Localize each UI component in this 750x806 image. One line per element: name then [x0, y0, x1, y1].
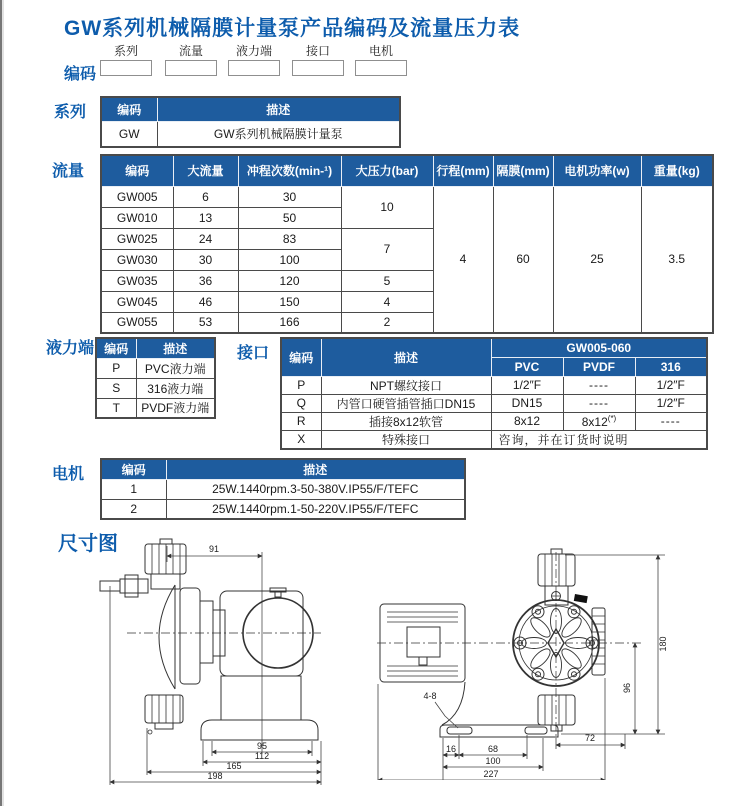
- cell-flow: 6: [173, 186, 238, 207]
- code-box-series: [100, 60, 152, 76]
- cell-desc: 特殊接口: [321, 430, 491, 449]
- series-table: [100, 96, 401, 148]
- col-code-header: 编码: [281, 338, 321, 376]
- dim-96-label: 96: [622, 682, 632, 694]
- flow-table: [100, 154, 714, 334]
- table-row: [96, 358, 215, 378]
- table-header-row: [101, 97, 400, 121]
- pedestal: [221, 676, 301, 720]
- cell-flow: 13: [173, 207, 238, 228]
- cell-code: X: [281, 430, 321, 449]
- cell-flow: 30: [173, 249, 238, 270]
- col-desc-header: 描述: [166, 459, 465, 479]
- cell-pvc: 1/2″F: [491, 376, 563, 394]
- cell-strokes: 166: [238, 312, 341, 333]
- page-left-edge-shade: [2, 0, 4, 806]
- col-maxflow-header: 大流量: [173, 155, 238, 186]
- table-header-row: [96, 338, 215, 358]
- dim-91-label: 91: [208, 544, 220, 554]
- bottom-valve-knob: [538, 695, 575, 725]
- cell-strokes: 30: [238, 186, 341, 207]
- dim-16-label: 16: [445, 744, 457, 754]
- cell-pressure: 5: [341, 270, 433, 291]
- cell-desc: PVDF液力端: [136, 398, 215, 418]
- cell-motor-power: 25: [553, 186, 641, 333]
- cell-strokes: 150: [238, 291, 341, 312]
- cell-316: 1/2″F: [635, 376, 707, 394]
- code-field-label: 电机: [368, 44, 393, 58]
- table-row: [96, 398, 215, 418]
- side-pipe-body: [120, 579, 148, 593]
- cell-strokes: 100: [238, 249, 341, 270]
- cell-flow: 36: [173, 270, 238, 291]
- code-field-label: 系列: [113, 44, 138, 58]
- col-diaphragm-header: 隔膜(mm): [493, 155, 553, 186]
- cell-weight: 3.5: [641, 186, 713, 333]
- cell-code: 2: [101, 499, 166, 519]
- valve-neck: [545, 586, 568, 605]
- motor-table: [100, 458, 466, 520]
- col-motorpower-header: 电机功率(w): [553, 155, 641, 186]
- cell-code: R: [281, 412, 321, 430]
- cell-316: ----: [635, 412, 707, 430]
- code-field-label: 接口: [305, 44, 330, 58]
- head-connector: [200, 601, 213, 663]
- cell-desc: NPT螺纹接口: [321, 376, 491, 394]
- dim-72-label: 72: [584, 733, 596, 743]
- table-row: [281, 430, 707, 449]
- dim-180-label: 180: [658, 636, 668, 652]
- cell-pvdf: ----: [563, 376, 635, 394]
- cell-note: 咨询，并在订货时说明: [491, 430, 707, 449]
- cell-diaphragm: 60: [493, 186, 553, 333]
- cell-strokes: 83: [238, 228, 341, 249]
- cell-pvdf-note: (*): [607, 413, 617, 423]
- code-box-hydraulic-end: [228, 60, 280, 76]
- dim-holes-label: 4-8: [423, 691, 437, 701]
- drain-port: [148, 730, 152, 734]
- dimension-labels: [423, 636, 668, 779]
- cell-strokes: 120: [238, 270, 341, 291]
- pump-side-view-diagram: [75, 538, 325, 790]
- cell-code: GW035: [101, 270, 173, 291]
- col-desc-header: 描述: [157, 97, 400, 121]
- cell-code: GW005: [101, 186, 173, 207]
- code-field-flow: [165, 44, 217, 76]
- series-section-label: 系列: [54, 104, 87, 121]
- interface-table: [280, 337, 708, 450]
- body-shoulder: [442, 682, 465, 725]
- page-title: GW系列机械隔膜计量泵产品编码及流量压力表: [64, 17, 521, 40]
- dim-68-label: 68: [487, 744, 499, 754]
- code-field-label: 液力端: [235, 44, 272, 58]
- cell-code: S: [96, 378, 136, 398]
- table-row: [281, 412, 707, 430]
- col-strokelen-header: 行程(mm): [433, 155, 493, 186]
- terminal-box-stem: [419, 657, 427, 665]
- col-code-header: 编码: [101, 97, 157, 121]
- col-group-header: GW005-060: [491, 338, 707, 357]
- series-desc: GW系列机械隔膜计量泵: [157, 121, 400, 147]
- table-header-row: [101, 155, 713, 186]
- hydraulic-end-table: [95, 337, 216, 419]
- table-row: [101, 121, 400, 147]
- col-desc-header: 描述: [321, 338, 491, 376]
- col-pvdf-header: PVDF: [563, 357, 635, 376]
- cell-desc: 25W.1440rpm.1-50-220V.IP55/F/TEFC: [166, 499, 465, 519]
- code-box-flow: [165, 60, 217, 76]
- cell-code: T: [96, 398, 136, 418]
- dim-95-label: 95: [256, 741, 268, 751]
- code-box-motor: [355, 60, 407, 76]
- code-field-interface: [292, 44, 344, 76]
- cell-pressure: 4: [341, 291, 433, 312]
- cell-code: Q: [281, 394, 321, 412]
- dim-112-label: 112: [254, 751, 270, 761]
- series-code: GW: [101, 121, 157, 147]
- bottom-valve-knob: [145, 695, 183, 723]
- col-code-header: 编码: [101, 155, 173, 186]
- cell-flow: 46: [173, 291, 238, 312]
- dim-198-label: 198: [207, 771, 223, 781]
- cell-pressure: 2: [341, 312, 433, 333]
- cell-desc: 316液力端: [136, 378, 215, 398]
- flow-section-label: 流量: [52, 163, 85, 180]
- stroke-lever: [574, 594, 588, 603]
- cell-pvdf-value: 8x12: [581, 414, 608, 429]
- code-field-series: [100, 44, 152, 76]
- table-row: [96, 378, 215, 398]
- cell-code: P: [96, 358, 136, 378]
- coding-section-label: 编码: [64, 66, 97, 83]
- cell-code: GW055: [101, 312, 173, 333]
- table-row: [101, 499, 465, 519]
- table-header-row: [101, 459, 465, 479]
- cell-pvc: 8x12: [491, 412, 563, 430]
- bottom-valve-cap: [155, 723, 173, 729]
- valve-cap: [160, 539, 172, 544]
- cell-pvdf: [563, 412, 635, 430]
- code-field-motor: [355, 44, 407, 76]
- pump-front-view-diagram: [375, 548, 750, 780]
- col-316-header: 316: [635, 357, 707, 376]
- col-desc-header: 描述: [136, 338, 215, 358]
- cell-316: 1/2″F: [635, 394, 707, 412]
- table-row: [281, 376, 707, 394]
- dim-100-label: 100: [485, 756, 501, 766]
- cell-desc: PVC液力端: [136, 358, 215, 378]
- dimension-section-label: 尺寸图: [58, 533, 118, 555]
- hydraulic-end-section-label: 液力端: [46, 340, 95, 357]
- cell-flow: 24: [173, 228, 238, 249]
- col-strokerate-header: 冲程次数(min-¹): [238, 155, 341, 186]
- code-box-interface: [292, 60, 344, 76]
- dim-227-label: 227: [483, 769, 499, 779]
- col-code-header: 编码: [101, 459, 166, 479]
- base: [201, 720, 318, 740]
- top-valve-knob: [538, 554, 575, 586]
- cell-pvdf: ----: [563, 394, 635, 412]
- cell-desc: 25W.1440rpm.3-50-380V.IP55/F/TEFC: [166, 479, 465, 499]
- col-maxpressure-header: 大压力(bar): [341, 155, 433, 186]
- dim-165-label: 165: [226, 761, 242, 771]
- cell-pressure-group: 10: [341, 186, 433, 228]
- base-slot: [447, 727, 472, 734]
- cell-strokes: 50: [238, 207, 341, 228]
- cell-stroke-len: 4: [433, 186, 493, 333]
- table-row: [101, 186, 713, 207]
- cell-pvc: DN15: [491, 394, 563, 412]
- cell-code: GW010: [101, 207, 173, 228]
- cell-code: P: [281, 376, 321, 394]
- side-pipe-flange: [125, 575, 138, 597]
- motor-section-label: 电机: [52, 466, 85, 483]
- code-field-hydraulic-end: [228, 44, 280, 76]
- cell-pressure-group: 7: [341, 228, 433, 270]
- cell-code: GW045: [101, 291, 173, 312]
- valve-flange: [151, 574, 180, 589]
- diaphragm-head: [159, 585, 175, 689]
- interface-section-label: 接口: [237, 345, 270, 362]
- oil-cap-stem: [275, 592, 281, 597]
- cell-code: 1: [101, 479, 166, 499]
- cell-desc: 插接8x12软管: [321, 412, 491, 430]
- valve-cap: [551, 549, 562, 554]
- cell-flow: 53: [173, 312, 238, 333]
- col-code-header: 编码: [96, 338, 136, 358]
- col-pvc-header: PVC: [491, 357, 563, 376]
- code-field-label: 流量: [178, 44, 203, 58]
- cell-code: GW025: [101, 228, 173, 249]
- col-weight-header: 重量(kg): [641, 155, 713, 186]
- cell-code: GW030: [101, 249, 173, 270]
- head-plate: [180, 588, 200, 684]
- table-row: [281, 394, 707, 412]
- table-header-row: [281, 338, 707, 357]
- cell-desc: 内管口硬管插管插口DN15: [321, 394, 491, 412]
- terminal-box: [407, 627, 440, 657]
- base-slot: [525, 727, 547, 734]
- table-row: [101, 479, 465, 499]
